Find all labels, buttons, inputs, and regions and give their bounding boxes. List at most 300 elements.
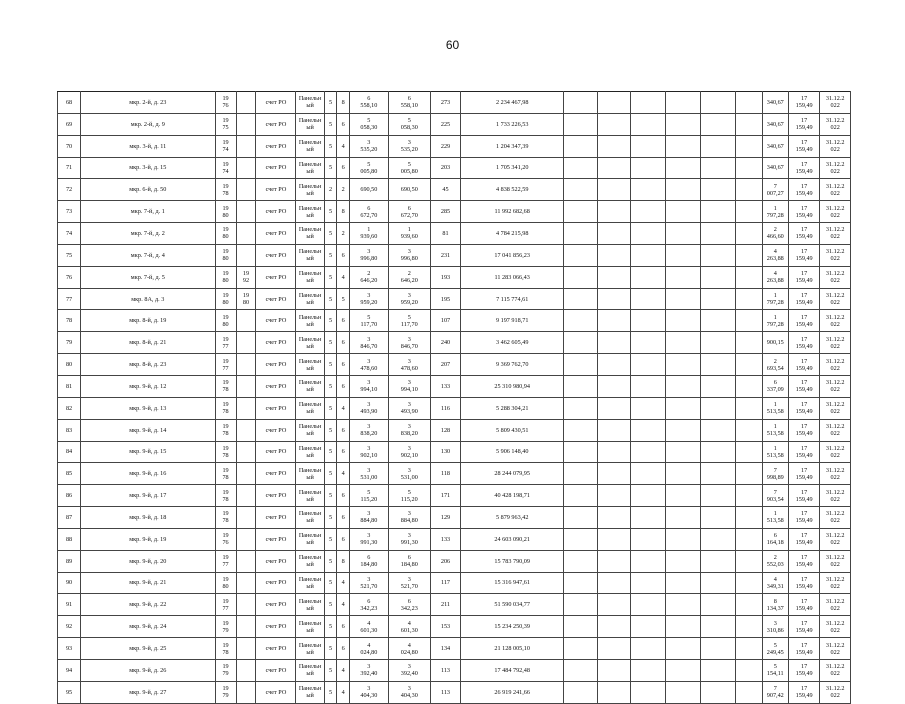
residential-area <box>388 507 430 529</box>
cost-limit-line-2: 159,49 <box>795 561 813 569</box>
floors: 5 <box>324 201 337 223</box>
empty-cell <box>700 638 736 660</box>
cost-limit-line-1: 17 <box>801 313 808 321</box>
fund-method: счет РО <box>256 419 296 441</box>
empty-cell <box>666 659 701 681</box>
specific-cost <box>762 223 788 245</box>
wall-material <box>296 485 324 507</box>
construction-year <box>215 659 236 681</box>
completion-date-line-1: 31.12.2 <box>825 182 845 190</box>
empty-cell <box>700 463 736 485</box>
table-row <box>58 375 851 397</box>
wall-material-line-1: Панельн <box>298 619 322 627</box>
completion-date <box>820 616 851 638</box>
empty-cell <box>666 419 701 441</box>
residents: 211 <box>430 594 460 616</box>
commissioning-year <box>236 288 256 310</box>
completion-date-line-2: 022 <box>830 517 840 525</box>
residents: 153 <box>430 616 460 638</box>
wall-material <box>296 92 324 114</box>
specific-cost-line-2: 340,67 <box>766 98 784 106</box>
empty-cell <box>666 244 701 266</box>
residential-area <box>388 244 430 266</box>
completion-date-line-2: 022 <box>830 692 840 700</box>
cost-limit-line-1: 17 <box>801 488 808 496</box>
residential-area-line-2: 535,20 <box>400 146 418 154</box>
floors: 5 <box>324 681 337 703</box>
construction-year-line-1: 19 <box>222 663 229 671</box>
cost-limit-line-1: 17 <box>801 160 808 168</box>
residents: 45 <box>430 179 460 201</box>
commissioning-year-line-1: 19 <box>242 292 250 300</box>
completion-date <box>820 528 851 550</box>
empty-cell <box>736 157 762 179</box>
wall-material-line-1: Панельн <box>298 204 322 212</box>
wall-material-line-2: ый <box>306 582 314 590</box>
commissioning-year <box>236 594 256 616</box>
residential-area <box>388 659 430 681</box>
cost-limit <box>788 223 820 245</box>
specific-cost-line-1: 7 <box>773 685 777 693</box>
wall-material-line-1: Панельн <box>298 139 322 147</box>
total-area-line-2: 996,80 <box>360 255 378 263</box>
repair-cost: 15 234 250,39 <box>461 616 564 638</box>
wall-material-line-2: ый <box>306 517 314 525</box>
wall-material <box>296 550 324 572</box>
empty-cell <box>666 310 701 332</box>
empty-cell <box>564 135 598 157</box>
total-area <box>349 332 388 354</box>
residential-area-line-1: 3 <box>407 663 411 671</box>
total-area-line-2: 005,80 <box>360 167 378 175</box>
page-number: 60 <box>445 38 460 52</box>
empty-cell <box>700 223 736 245</box>
wall-material-line-2: ый <box>306 189 314 197</box>
empty-cell <box>564 157 598 179</box>
residents: 273 <box>430 92 460 114</box>
completion-date <box>820 92 851 114</box>
wall-material <box>296 135 324 157</box>
total-area-line-1: 3 <box>367 379 371 387</box>
specific-cost-line-1: 4 <box>773 248 777 256</box>
total-area-line-1: 3 <box>367 335 371 343</box>
residential-area <box>388 594 430 616</box>
residents: 118 <box>430 463 460 485</box>
completion-date-line-1: 31.12.2 <box>825 488 845 496</box>
total-area-line-2: 690,50 <box>360 186 378 194</box>
completion-date-line-2: 022 <box>830 255 840 263</box>
wall-material <box>296 397 324 419</box>
completion-date <box>820 157 851 179</box>
completion-date-line-2: 022 <box>830 124 840 132</box>
empty-cell <box>564 201 598 223</box>
fund-method: счет РО <box>256 550 296 572</box>
cost-limit-line-2: 159,49 <box>795 167 813 175</box>
row-number: 82 <box>58 397 81 419</box>
table-row <box>58 572 851 594</box>
empty-cell <box>700 507 736 529</box>
specific-cost <box>762 266 788 288</box>
construction-year-line-1: 19 <box>222 532 229 540</box>
row-number: 93 <box>58 638 81 660</box>
residential-area-line-2: 115,20 <box>400 495 418 503</box>
construction-year <box>215 288 236 310</box>
wall-material-line-2: ый <box>306 473 314 481</box>
residential-area-line-2: 846,70 <box>400 342 418 350</box>
empty-cell <box>700 135 736 157</box>
floors: 5 <box>324 113 337 135</box>
completion-date-line-1: 31.12.2 <box>825 357 845 365</box>
building-address: мкр. 9-й, д. 18 <box>81 507 215 529</box>
construction-year <box>215 638 236 660</box>
completion-date <box>820 463 851 485</box>
empty-cell <box>597 594 631 616</box>
empty-cell <box>597 179 631 201</box>
table-row <box>58 397 851 419</box>
construction-year-line-1: 19 <box>222 597 229 605</box>
completion-date-line-1: 31.12.2 <box>825 423 845 431</box>
fund-method: счет РО <box>256 266 296 288</box>
commissioning-year <box>236 310 256 332</box>
completion-date <box>820 310 851 332</box>
table-row <box>58 354 851 376</box>
specific-cost <box>762 528 788 550</box>
completion-date <box>820 201 851 223</box>
total-area-line-2: 838,20 <box>360 430 378 438</box>
cost-limit-line-1: 17 <box>801 226 808 234</box>
residential-area-line-1: 5 <box>407 160 411 168</box>
cost-limit <box>788 572 820 594</box>
specific-cost-line-2: 154,11 <box>766 670 784 678</box>
fund-method: счет РО <box>256 659 296 681</box>
specific-cost-line-2: 900,15 <box>766 339 784 347</box>
cost-limit-line-1: 17 <box>801 401 808 409</box>
completion-date <box>820 681 851 703</box>
row-number: 69 <box>58 113 81 135</box>
residential-area <box>388 463 430 485</box>
wall-material-line-2: ый <box>306 320 314 328</box>
total-area <box>349 594 388 616</box>
floors: 5 <box>324 397 337 419</box>
empty-cell <box>736 113 762 135</box>
entrances: 4 <box>337 266 350 288</box>
completion-date <box>820 419 851 441</box>
construction-year <box>215 681 236 703</box>
completion-date-line-1: 31.12.2 <box>825 226 845 234</box>
specific-cost-line-1: 2 <box>773 554 777 562</box>
construction-year-line-1: 19 <box>222 444 229 452</box>
empty-cell <box>666 463 701 485</box>
building-address: мкр. 8-й, д. 19 <box>81 310 215 332</box>
residential-area-line-1: 3 <box>407 444 411 452</box>
empty-cell <box>564 638 598 660</box>
completion-date-line-1: 31.12.2 <box>825 401 845 409</box>
wall-material <box>296 463 324 485</box>
wall-material-line-2: ый <box>306 124 314 132</box>
empty-cell <box>700 157 736 179</box>
wall-material-line-1: Панельн <box>298 226 322 234</box>
cost-limit-line-2: 159,49 <box>795 408 813 416</box>
empty-cell <box>700 681 736 703</box>
wall-material-line-1: Панельн <box>298 270 322 278</box>
repair-cost: 5 906 148,40 <box>461 441 564 463</box>
completion-date-line-1: 31.12.2 <box>825 641 845 649</box>
cost-limit-line-1: 17 <box>801 248 808 256</box>
cost-limit-line-1: 17 <box>801 357 808 365</box>
residential-area-line-2: 184,80 <box>400 561 418 569</box>
cost-limit <box>788 310 820 332</box>
specific-cost <box>762 594 788 616</box>
completion-date <box>820 507 851 529</box>
entrances: 4 <box>337 594 350 616</box>
construction-year-line-2: 79 <box>222 692 229 700</box>
construction-year <box>215 375 236 397</box>
floors: 5 <box>324 638 337 660</box>
residential-area-line-1: 1 <box>407 226 411 234</box>
empty-cell <box>597 375 631 397</box>
repair-cost: 2 234 467,98 <box>461 92 564 114</box>
construction-year-line-2: 74 <box>222 146 229 154</box>
empty-cell <box>597 113 631 135</box>
total-area-line-2: 558,10 <box>360 102 378 110</box>
building-address: мкр. 9-й, д. 14 <box>81 419 215 441</box>
specific-cost-line-1: 1 <box>773 313 777 321</box>
total-area-line-1: 3 <box>367 292 371 300</box>
empty-cell <box>631 332 666 354</box>
construction-year-line-2: 80 <box>222 233 229 241</box>
wall-material-line-1: Панельн <box>298 444 322 452</box>
completion-date-line-1: 31.12.2 <box>825 619 845 627</box>
construction-year-line-1: 19 <box>222 182 229 190</box>
construction-year <box>215 201 236 223</box>
completion-date <box>820 135 851 157</box>
empty-cell <box>666 638 701 660</box>
empty-cell <box>736 266 762 288</box>
residential-area-line-2: 404,30 <box>400 692 418 700</box>
empty-cell <box>564 332 598 354</box>
completion-date-line-2: 022 <box>830 408 840 416</box>
empty-cell <box>666 113 701 135</box>
entrances: 4 <box>337 659 350 681</box>
completion-date <box>820 594 851 616</box>
fund-method: счет РО <box>256 463 296 485</box>
residential-area-line-1: 3 <box>407 510 411 518</box>
empty-cell <box>564 244 598 266</box>
completion-date-line-2: 022 <box>830 386 840 394</box>
table-row <box>58 92 851 114</box>
construction-year <box>215 616 236 638</box>
wall-material-line-2: ый <box>306 299 314 307</box>
empty-cell <box>631 463 666 485</box>
total-area-line-1: 3 <box>367 139 371 147</box>
completion-date-line-1: 31.12.2 <box>825 379 845 387</box>
table-row <box>58 135 851 157</box>
table-row <box>58 113 851 135</box>
completion-date-line-1: 31.12.2 <box>825 532 845 540</box>
repair-cost: 5 879 963,42 <box>461 507 564 529</box>
repair-cost: 5 809 430,51 <box>461 419 564 441</box>
residential-area <box>388 223 430 245</box>
residents: 117 <box>430 572 460 594</box>
cost-limit <box>788 266 820 288</box>
repair-cost: 25 310 980,94 <box>461 375 564 397</box>
specific-cost <box>762 310 788 332</box>
construction-year-line-1: 19 <box>222 335 229 343</box>
entrances: 6 <box>337 638 350 660</box>
completion-date <box>820 113 851 135</box>
empty-cell <box>736 550 762 572</box>
construction-year-line-2: 78 <box>222 473 229 481</box>
total-area-line-2: 959,20 <box>360 299 378 307</box>
commissioning-year <box>236 354 256 376</box>
construction-year-line-2: 79 <box>222 626 229 634</box>
repair-cost: 7 115 774,61 <box>461 288 564 310</box>
wall-material-line-1: Панельн <box>298 401 322 409</box>
floors: 5 <box>324 550 337 572</box>
wall-material-line-1: Панельн <box>298 575 322 583</box>
repair-cost: 26 919 241,66 <box>461 681 564 703</box>
construction-year-line-2: 78 <box>222 495 229 503</box>
empty-cell <box>597 157 631 179</box>
specific-cost-line-2: 797,28 <box>766 299 784 307</box>
empty-cell <box>736 375 762 397</box>
empty-cell <box>736 441 762 463</box>
specific-cost-line-2: 903,54 <box>766 495 784 503</box>
cost-limit-line-2: 159,49 <box>795 626 813 634</box>
table-row <box>58 223 851 245</box>
cost-limit-line-1: 17 <box>801 466 808 474</box>
empty-cell <box>631 397 666 419</box>
wall-material-line-1: Панельн <box>298 663 322 671</box>
empty-cell <box>736 419 762 441</box>
total-area-line-1: 1 <box>367 226 371 234</box>
specific-cost-line-2: 513,58 <box>766 408 784 416</box>
specific-cost-line-2: 337,09 <box>766 386 784 394</box>
residents: 193 <box>430 266 460 288</box>
wall-material-line-1: Панельн <box>298 248 322 256</box>
row-number: 68 <box>58 92 81 114</box>
specific-cost-line-2: 249,45 <box>766 648 784 656</box>
cost-limit-line-1: 17 <box>801 641 808 649</box>
empty-cell <box>666 266 701 288</box>
building-address: мкр. 9-й, д. 27 <box>81 681 215 703</box>
total-area-line-1: 6 <box>367 597 371 605</box>
repair-cost: 21 128 005,10 <box>461 638 564 660</box>
empty-cell <box>666 616 701 638</box>
total-area-line-2: 521,70 <box>360 582 378 590</box>
empty-cell <box>597 419 631 441</box>
cost-limit-line-2: 159,49 <box>795 342 813 350</box>
cost-limit <box>788 638 820 660</box>
wall-material-line-1: Панельн <box>298 488 322 496</box>
cost-limit <box>788 528 820 550</box>
wall-material-line-1: Панельн <box>298 117 322 125</box>
empty-cell <box>597 463 631 485</box>
total-area-line-1: 6 <box>367 204 371 212</box>
row-number: 83 <box>58 419 81 441</box>
entrances: 8 <box>337 201 350 223</box>
commissioning-year <box>236 681 256 703</box>
residential-area <box>388 572 430 594</box>
building-address: мкр. 3-й, д. 11 <box>81 135 215 157</box>
cost-limit-line-2: 159,49 <box>795 517 813 525</box>
empty-cell <box>700 266 736 288</box>
wall-material-line-2: ый <box>306 146 314 154</box>
repair-cost: 4 784 215,98 <box>461 223 564 245</box>
specific-cost <box>762 507 788 529</box>
fund-method: счет РО <box>256 310 296 332</box>
empty-cell <box>631 550 666 572</box>
empty-cell <box>564 528 598 550</box>
specific-cost-line-2: 340,67 <box>766 164 784 172</box>
empty-cell <box>700 288 736 310</box>
empty-cell <box>666 485 701 507</box>
empty-cell <box>631 310 666 332</box>
completion-date-line-2: 022 <box>830 495 840 503</box>
residential-area-line-2: 521,70 <box>400 582 418 590</box>
entrances: 4 <box>337 463 350 485</box>
completion-date <box>820 659 851 681</box>
empty-cell <box>700 528 736 550</box>
residential-area <box>388 310 430 332</box>
total-area <box>349 441 388 463</box>
wall-material-line-2: ый <box>306 211 314 219</box>
entrances: 2 <box>337 179 350 201</box>
specific-cost-line-1: 6 <box>773 379 777 387</box>
specific-cost-line-2: 340,67 <box>766 120 784 128</box>
row-number: 84 <box>58 441 81 463</box>
total-area-line-2: 392,40 <box>360 670 378 678</box>
cost-limit-line-2: 159,49 <box>795 233 813 241</box>
wall-material <box>296 354 324 376</box>
completion-date-line-1: 31.12.2 <box>825 204 845 212</box>
building-address: мкр. 9-й, д. 17 <box>81 485 215 507</box>
residential-area <box>388 681 430 703</box>
construction-year-line-1: 19 <box>222 226 229 234</box>
entrances: 6 <box>337 244 350 266</box>
empty-cell <box>631 507 666 529</box>
floors: 5 <box>324 223 337 245</box>
cost-limit-line-1: 17 <box>801 379 808 387</box>
empty-cell <box>736 572 762 594</box>
row-number: 81 <box>58 375 81 397</box>
empty-cell <box>597 135 631 157</box>
residential-area-line-1: 3 <box>407 139 411 147</box>
building-address: мкр. 9-й, д. 13 <box>81 397 215 419</box>
total-area-line-2: 493,90 <box>360 408 378 416</box>
specific-cost-line-2: 263,88 <box>766 255 784 263</box>
empty-cell <box>564 375 598 397</box>
residents: 134 <box>430 638 460 660</box>
residents: 171 <box>430 485 460 507</box>
completion-date-line-1: 31.12.2 <box>825 510 845 518</box>
wall-material-line-2: ый <box>306 255 314 263</box>
row-number: 91 <box>58 594 81 616</box>
cost-limit-line-2: 159,49 <box>795 692 813 700</box>
commissioning-year <box>236 507 256 529</box>
housing-register-table <box>57 91 851 704</box>
specific-cost-line-2: 513,58 <box>766 430 784 438</box>
specific-cost <box>762 113 788 135</box>
empty-cell <box>666 135 701 157</box>
completion-date <box>820 244 851 266</box>
floors: 5 <box>324 332 337 354</box>
total-area-line-2: 991,30 <box>360 539 378 547</box>
commissioning-year <box>236 375 256 397</box>
construction-year-line-2: 77 <box>222 342 229 350</box>
table-row <box>58 332 851 354</box>
wall-material <box>296 659 324 681</box>
